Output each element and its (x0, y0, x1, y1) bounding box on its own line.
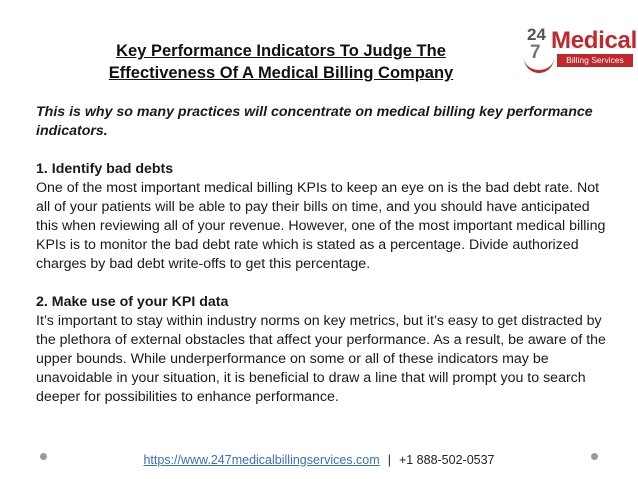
footer-separator: | (387, 453, 391, 467)
slide-body (36, 103, 608, 426)
title-line-2: Effectiveness Of A Medical Billing Company (108, 64, 454, 82)
logo-number: 24 (527, 25, 546, 44)
logo-swoosh-icon (524, 48, 554, 73)
logo-brand: Medical (551, 27, 637, 54)
logo-seven: 7 (530, 42, 541, 63)
section-heading-kpi-data: 2. Make use of your KPI data (36, 294, 229, 310)
title-line-1: Key Performance Indicators To Judge The (116, 42, 446, 60)
intro-text: This is why so many practices will concentrate on medical billing key performance indicators. (36, 104, 593, 139)
logo-tagline: Billing Services (557, 54, 633, 67)
section-heading-bad-debts: 1. Identify bad debts (36, 161, 174, 177)
section-body-kpi-data: It’s important to stay within industry norms on key metrics, but it’s easy to get distracted by the plethora of external obstacles that affect your performance. As a result, be aware of the upper bounds. While underperformance on some or all of these indicators may be unavoidable in your situation, it is beneficial to draw a line that will prompt you to search deeper for possibilities to enhance performance. (36, 313, 606, 405)
section-body-bad-debts: One of the most important medical billing KPIs to keep an eye on is the bad debt rate. Not all of your patients will be able to pay their bills on time, and you should have anticipated this when reviewing all of your revenue. However, one of the most important medical billing KPIs is to monitor the bad debt rate which is stated as a percentage. Divide authorized charges by bad debt write-offs to get this percentage. (36, 180, 606, 272)
company-logo (521, 20, 637, 78)
slide-footer (0, 452, 638, 468)
slide-title (40, 40, 522, 84)
website-link[interactable]: https://www.247medicalbillingservices.com (143, 453, 380, 467)
phone-number: +1 888-502-0537 (398, 453, 495, 467)
